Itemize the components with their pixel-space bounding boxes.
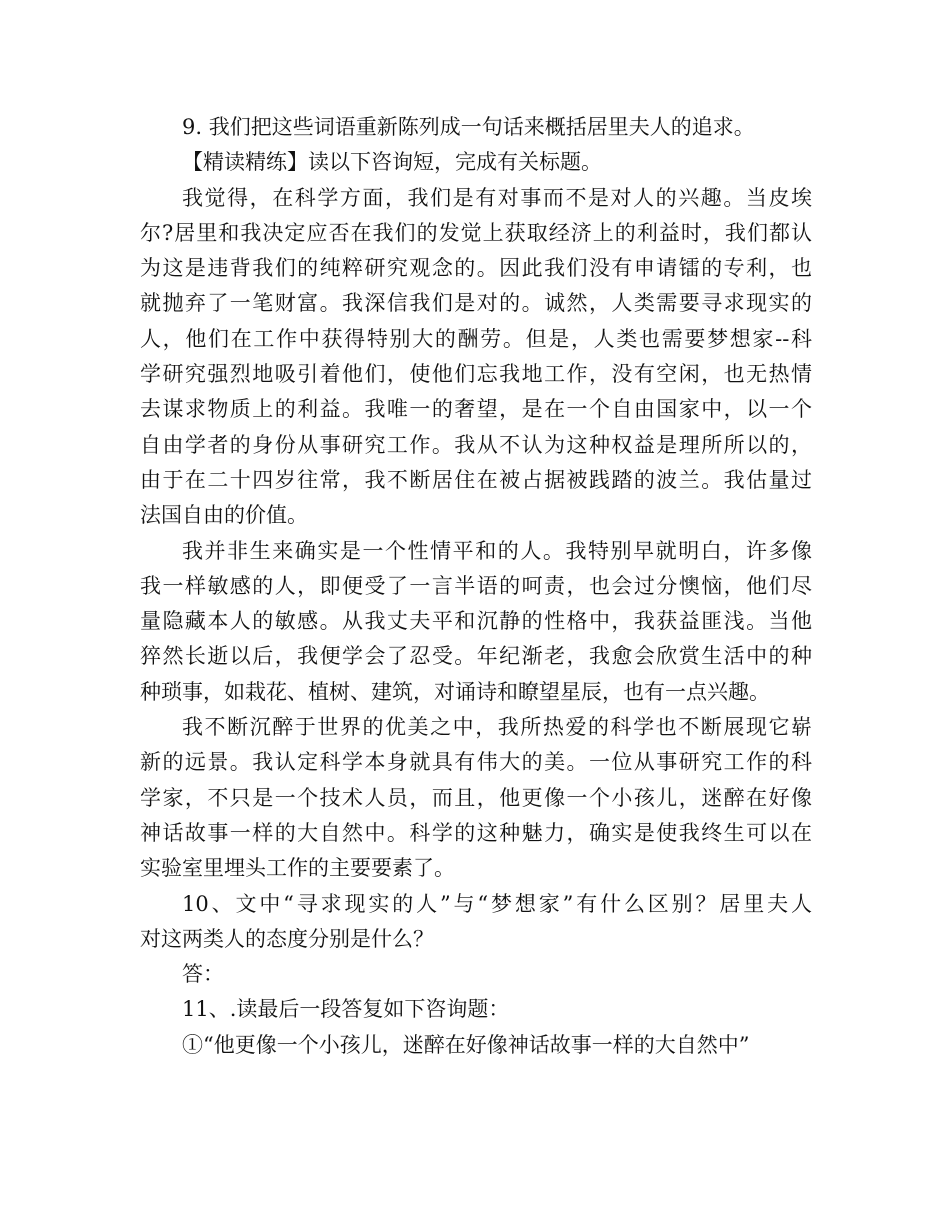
question-10 bbox=[140, 887, 812, 958]
question-line: 对这两类人的态度分别是什么？ bbox=[140, 926, 434, 951]
paragraph-line: 学研究强烈地吸引着他们，使他们忘我地工作，没有空闲，也无热情 bbox=[140, 362, 812, 387]
passage-paragraph-3 bbox=[140, 710, 812, 886]
paragraph-line: 学家，不只是一个技术人员，而且，他更像一个小孩儿，迷醉在好像 bbox=[140, 785, 812, 810]
document-page bbox=[140, 110, 812, 1063]
paragraph-line: 去谋求物质上的利益。我唯一的奢望，是在一个自由国家中，以一个 bbox=[140, 397, 812, 422]
paragraph-line: 猝然长逝以后，我便学会了忍受。年纪渐老，我愈会欣赏生活中的种 bbox=[140, 644, 812, 669]
passage-paragraph-1 bbox=[140, 181, 812, 534]
paragraph-line: 就抛弃了一笔财富。我深信我们是对的。诚然，人类需要寻求现实的 bbox=[140, 291, 812, 316]
answer-label: 答： bbox=[182, 962, 224, 987]
question-line: 10、文中“寻求现实的人”与“梦想家”有什么区别？居里夫人 bbox=[182, 891, 812, 916]
paragraph-line: 为这是违背我们的纯粹研究观念的。因此我们没有申请镭的专利，也 bbox=[140, 256, 812, 281]
paragraph-line: 法国自由的价值。 bbox=[140, 503, 308, 528]
section-heading: 【精读精练】读以下咨询短，完成有关标题。 bbox=[182, 150, 602, 175]
paragraph-line: 我不断沉醉于世界的优美之中，我所热爱的科学也不断展现它崭 bbox=[182, 715, 812, 740]
paragraph-line: 人，他们在工作中获得特别大的酬劳。但是，人类也需要梦想家--科 bbox=[140, 326, 812, 351]
paragraph-line: 我觉得，在科学方面，我们是有对事而不是对人的兴趣。当皮埃 bbox=[182, 185, 812, 210]
paragraph-line: 尔?居里和我决定应否在我们的发觉上获取经济上的利益时，我们都认 bbox=[140, 220, 812, 245]
paragraph-line: 由于在二十四岁往常，我不断居住在被占据被践踏的波兰。我估量过 bbox=[140, 467, 812, 492]
paragraph-line: 我一样敏感的人，即便受了一言半语的呵责，也会过分懊恼，他们尽 bbox=[140, 573, 812, 598]
question-9: 9. 我们把这些词语重新陈列成一句话来概括居里夫人的追求。 bbox=[182, 115, 755, 139]
question-11-sub-1: ①“他更像一个小孩儿，迷醉在好像神话故事一样的大自然中” bbox=[182, 1032, 750, 1057]
question-11: 11、.读最后一段答复如下咨询题： bbox=[182, 997, 510, 1022]
passage-paragraph-2 bbox=[140, 534, 812, 710]
paragraph-line: 自由学者的身份从事研究工作。我从不认为这种权益是理所所以的， bbox=[140, 432, 812, 457]
paragraph-line: 神话故事一样的大自然中。科学的这种魅力，确实是使我终生可以在 bbox=[140, 820, 812, 845]
paragraph-line: 我并非生来确实是一个性情平和的人。我特别早就明白，许多像 bbox=[182, 538, 812, 563]
paragraph-line: 种琐事，如栽花、植树、建筑，对诵诗和瞭望星辰，也有一点兴趣。 bbox=[140, 679, 770, 704]
paragraph-line: 新的远景。我认定科学本身就具有伟大的美。一位从事研究工作的科 bbox=[140, 750, 812, 775]
paragraph-line: 量隐藏本人的敏感。从我丈夫平和沉静的性格中，我获益匪浅。当他 bbox=[140, 609, 812, 634]
paragraph-line: 实验室里埋头工作的主要要素了。 bbox=[140, 856, 455, 881]
